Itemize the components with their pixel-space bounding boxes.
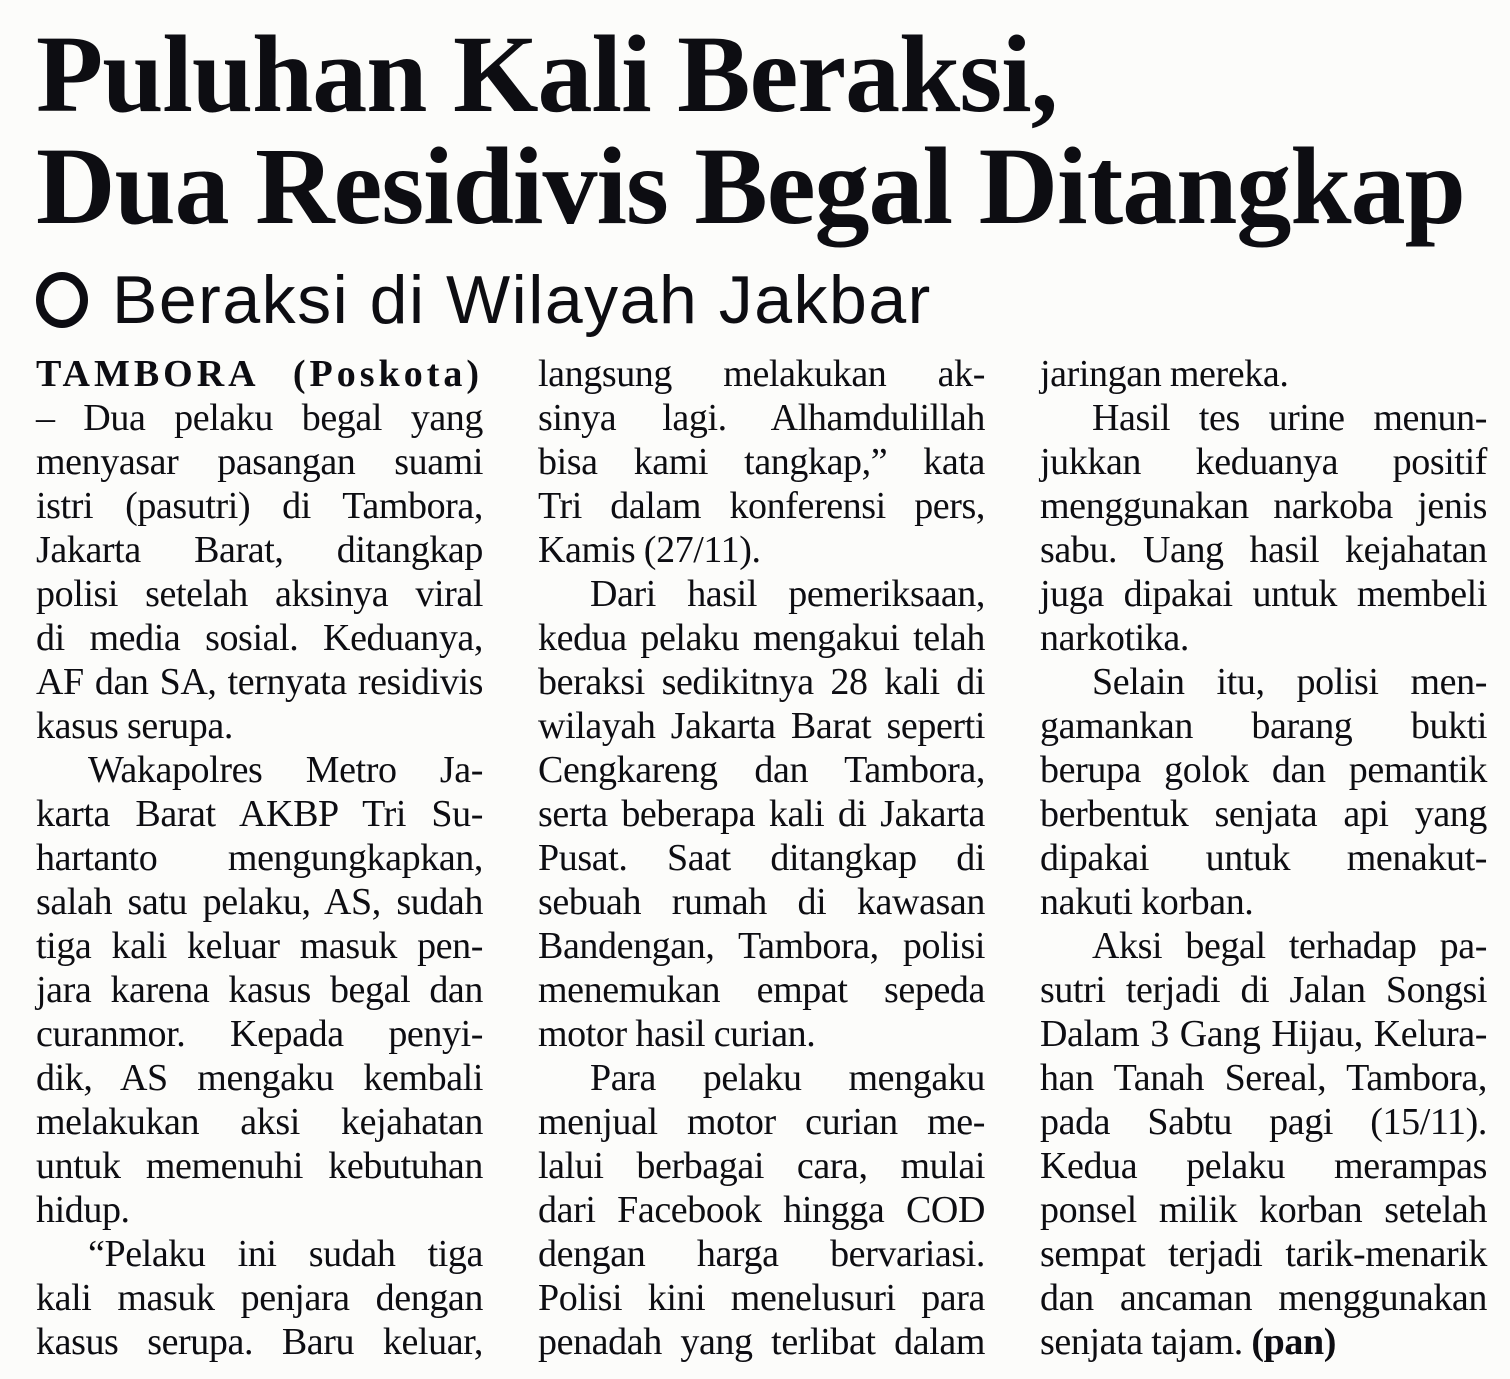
subhead	[36, 258, 1484, 342]
text-line: sinya lagi. Alhamdulillah	[538, 397, 985, 439]
text-line: kasus serupa. Baru keluar,	[36, 1321, 483, 1363]
headline-line-1: Puluhan Kali Beraksi,	[36, 13, 1058, 135]
text-line: Pusat. Saat ditangkap di	[538, 837, 985, 879]
text-line: jukkan keduanya positif	[1040, 441, 1487, 483]
text-line: sempat terjadi tarik-menarik	[1040, 1233, 1487, 1275]
text-line: senjata tajam. (pan)	[1040, 1321, 1336, 1363]
text-line: polisi setelah aksinya viral	[36, 573, 483, 615]
text-line: AF dan SA, ternyata residivis	[36, 661, 483, 703]
text-line: Kamis (27/11).	[538, 529, 761, 571]
text-line: berbentuk senjata api yang	[1040, 793, 1487, 835]
text-line: Tri dalam konferensi pers,	[538, 485, 985, 527]
circle-bullet-icon	[36, 272, 88, 328]
text-line: dengan harga bervariasi.	[538, 1233, 985, 1275]
text-line: di media sosial. Keduanya,	[36, 617, 483, 659]
text-line: Polisi kini menelusuri para	[538, 1277, 985, 1319]
text-line: TAMBORA (Poskota)	[36, 353, 483, 395]
text-line: beraksi sedikitnya 28 kali di	[538, 661, 985, 703]
text-line: menemukan empat sepeda	[538, 969, 985, 1011]
article-column-1	[36, 352, 483, 1364]
text-line: untuk memenuhi kebutuhan	[36, 1145, 483, 1187]
text-line: Kedua pelaku merampas	[1040, 1145, 1487, 1187]
text-line: salah satu pelaku, AS, sudah	[36, 881, 483, 923]
text-line: Selain itu, polisi men-	[1092, 661, 1487, 703]
subhead-text: Beraksi di Wilayah Jakbar	[112, 262, 932, 338]
text-line: Para pelaku mengaku	[590, 1057, 985, 1099]
article-column-2	[538, 352, 985, 1364]
text-line: Jakarta Barat, ditangkap	[36, 529, 483, 571]
text-line: dipakai untuk menakut-	[1040, 837, 1487, 879]
text-line: hartanto mengungkapkan,	[36, 837, 483, 879]
text-line: – Dua pelaku begal yang	[36, 397, 483, 439]
text-line: langsung melakukan ak-	[538, 353, 985, 395]
text-line: Bandengan, Tambora, polisi	[538, 925, 985, 967]
text-line: Hasil tes urine menun-	[1092, 397, 1487, 439]
text-line: “Pelaku ini sudah tiga	[88, 1233, 483, 1275]
text-line: Dari hasil pemeriksaan,	[590, 573, 985, 615]
text-line: juga dipakai untuk membeli	[1040, 573, 1487, 615]
text-line: motor hasil curian.	[538, 1013, 816, 1055]
text-line: han Tanah Sereal, Tambora,	[1040, 1057, 1487, 1099]
text-line: jara karena kasus begal dan	[36, 969, 483, 1011]
text-line: Aksi begal terhadap pa-	[1092, 925, 1487, 967]
text-line: Cengkareng dan Tambora,	[538, 749, 985, 791]
text-line: hidup.	[36, 1189, 130, 1231]
text-line: Dalam 3 Gang Hijau, Kelura-	[1040, 1013, 1487, 1055]
text-line: kedua pelaku mengakui telah	[538, 617, 985, 659]
text-line: bisa kami tangkap,” kata	[538, 441, 985, 483]
text-line: penadah yang terlibat dalam	[538, 1321, 985, 1363]
text-line: ponsel milik korban setelah	[1040, 1189, 1487, 1231]
text-line: kasus serupa.	[36, 705, 233, 747]
text-line: pada Sabtu pagi (15/11).	[1040, 1101, 1487, 1143]
text-line: tiga kali keluar masuk pen-	[36, 925, 483, 967]
text-line: Wakapolres Metro Ja-	[88, 749, 483, 791]
text-line: sebuah rumah di kawasan	[538, 881, 985, 923]
text-line: kali masuk penjara dengan	[36, 1277, 483, 1319]
article-column-3	[1040, 352, 1487, 1364]
text-line: menjual motor curian me-	[538, 1101, 985, 1143]
text-line: menggunakan narkoba jenis	[1040, 485, 1487, 527]
text-line: serta beberapa kali di Jakarta	[538, 793, 985, 835]
text-line: dan ancaman menggunakan	[1040, 1277, 1487, 1319]
text-line: sabu. Uang hasil kejahatan	[1040, 529, 1487, 571]
text-line: wilayah Jakarta Barat seperti	[538, 705, 985, 747]
headline	[36, 13, 1484, 247]
text-line: dik, AS mengaku kembali	[36, 1057, 483, 1099]
text-line: dari Facebook hingga COD	[538, 1189, 985, 1231]
text-line: berupa golok dan pemantik	[1040, 749, 1487, 791]
text-line: sutri terjadi di Jalan Songsi	[1040, 969, 1487, 1011]
text-line: nakuti korban.	[1040, 881, 1254, 923]
text-line: melakukan aksi kejahatan	[36, 1101, 483, 1143]
text-line: narkotika.	[1040, 617, 1190, 659]
text-line: istri (pasutri) di Tambora,	[36, 485, 483, 527]
text-line: menyasar pasangan suami	[36, 441, 483, 483]
headline-line-2: Dua Residivis Begal Ditangkap	[36, 125, 1465, 247]
text-line: jaringan mereka.	[1040, 353, 1289, 395]
text-line: karta Barat AKBP Tri Su-	[36, 793, 483, 835]
text-line: lalui berbagai cara, mulai	[538, 1145, 985, 1187]
text-line: gamankan barang bukti	[1040, 705, 1487, 747]
text-line: curanmor. Kepada penyi-	[36, 1013, 483, 1055]
article-body	[36, 352, 1487, 1364]
